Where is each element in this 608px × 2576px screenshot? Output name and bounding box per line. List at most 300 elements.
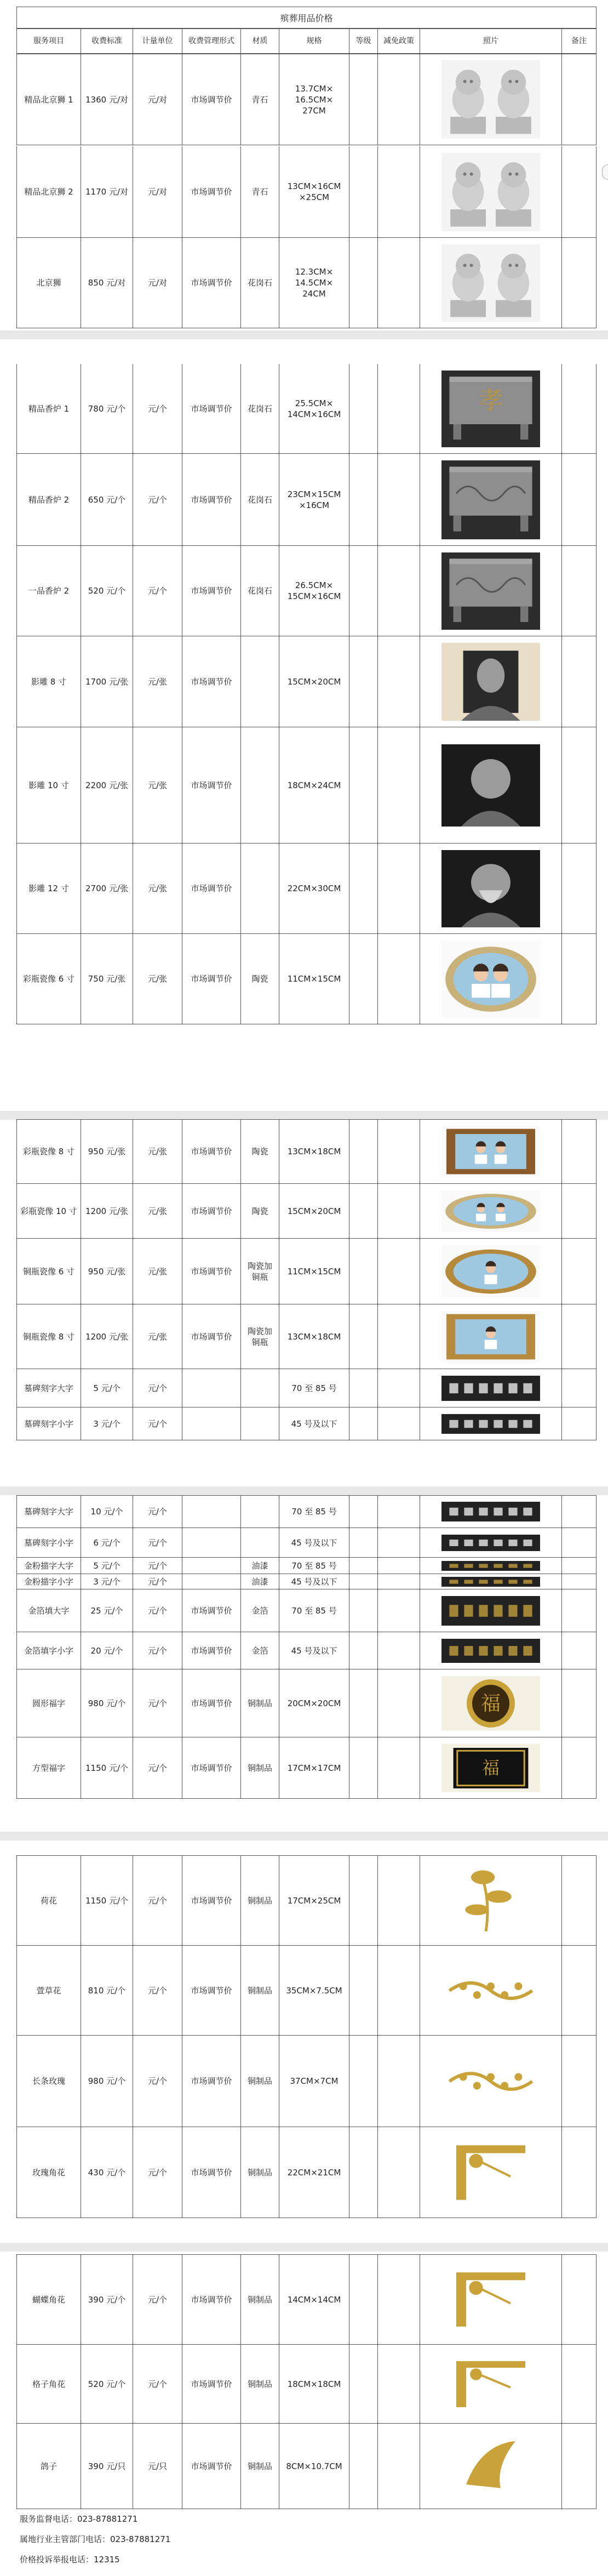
material: 陶瓷加 铜瓶 — [241, 1239, 279, 1304]
remark — [562, 1558, 596, 1574]
pricing-type: 市场调节价 — [182, 1304, 241, 1369]
grade — [349, 2345, 378, 2424]
specification: 20CM×20CM — [279, 1669, 349, 1737]
product-photo — [441, 1862, 540, 1939]
reduction-policy — [378, 1304, 420, 1369]
footer-complaint-phone: 价格投诉举报电话：12315 — [20, 2555, 120, 2564]
reduction-policy — [378, 2345, 420, 2424]
product-photo — [441, 2134, 540, 2212]
pricing-type: 市场调节价 — [182, 1632, 241, 1669]
photo-cell — [420, 727, 562, 844]
pricing-type: 市场调节价 — [182, 934, 241, 1024]
unit: 元/个 — [133, 1495, 182, 1528]
material — [241, 1407, 279, 1440]
photo-cell — [420, 1574, 562, 1589]
item-name: 墓碑刻字小字 — [16, 1407, 81, 1440]
product-photo — [441, 1245, 540, 1298]
specification: 8CM×10.7CM — [279, 2424, 349, 2509]
photo-cell — [420, 1558, 562, 1574]
reduction-policy — [378, 238, 420, 328]
specification: 35CM×7.5CM — [279, 1946, 349, 2036]
grade — [349, 1119, 378, 1184]
unit: 元/个 — [133, 1632, 182, 1669]
page-break — [0, 1111, 608, 1120]
item-name: 玫瑰角花 — [16, 2127, 81, 2218]
material — [241, 1495, 279, 1528]
item-name: 萱草花 — [16, 1946, 81, 2036]
price: 6 元/个 — [81, 1528, 133, 1558]
specification: 13CM×16CM ×25CM — [279, 146, 349, 238]
price: 5 元/个 — [81, 1558, 133, 1574]
product-photo — [441, 244, 540, 322]
grade — [349, 1855, 378, 1946]
reduction-policy — [378, 1737, 420, 1799]
photo-cell — [420, 238, 562, 328]
pricing-type: 市场调节价 — [182, 636, 241, 727]
price: 750 元/张 — [81, 934, 133, 1024]
material: 金箔 — [241, 1632, 279, 1669]
product-photo — [441, 60, 540, 139]
product-photo — [441, 1190, 540, 1232]
item-name: 彩瓶瓷像 6 寸 — [16, 934, 81, 1024]
photo-cell — [420, 1495, 562, 1528]
unit: 元/个 — [133, 2036, 182, 2127]
reduction-policy — [378, 934, 420, 1024]
unit: 元/张 — [133, 844, 182, 934]
reduction-policy — [378, 1119, 420, 1184]
unit: 元/张 — [133, 727, 182, 844]
specification: 45 号及以下 — [279, 1407, 349, 1440]
grade — [349, 1304, 378, 1369]
item-name: 一品香炉 2 — [16, 546, 81, 636]
price: 780 元/个 — [81, 364, 133, 454]
item-name: 墓碑刻字大字 — [16, 1369, 81, 1407]
svg-text:福: 福 — [482, 1758, 500, 1779]
header-cell: 服务项目 — [16, 29, 81, 54]
reduction-policy — [378, 1589, 420, 1632]
pricing-type: 市场调节价 — [182, 238, 241, 328]
footer-authority-phone: 属地行业主管部门电话：023-87881271 — [20, 2534, 171, 2544]
material: 陶瓷 — [241, 934, 279, 1024]
material — [241, 636, 279, 727]
price: 20 元/个 — [81, 1632, 133, 1669]
item-name: 鸽子 — [16, 2424, 81, 2509]
material: 陶瓷加 铜瓶 — [241, 1304, 279, 1369]
photo-cell — [420, 1369, 562, 1407]
material: 铜制品 — [241, 1946, 279, 2036]
grade — [349, 1369, 378, 1407]
item-name: 精品北京狮 1 — [16, 54, 81, 145]
unit: 元/对 — [133, 146, 182, 238]
unit: 元/个 — [133, 1558, 182, 1574]
item-name: 影雕 12 寸 — [16, 844, 81, 934]
remark — [562, 146, 596, 238]
pricing-type: 市场调节价 — [182, 2345, 241, 2424]
unit: 元/个 — [133, 1669, 182, 1737]
remark — [562, 2036, 596, 2127]
material — [241, 1369, 279, 1407]
specification: 18CM×18CM — [279, 2345, 349, 2424]
product-photo — [441, 460, 540, 539]
remark — [562, 1495, 596, 1528]
item-name: 蝴蝶角花 — [16, 2254, 81, 2345]
grade — [349, 1528, 378, 1558]
grade — [349, 2424, 378, 2509]
unit: 元/个 — [133, 1589, 182, 1632]
material: 青石 — [241, 54, 279, 145]
reduction-policy — [378, 1407, 420, 1440]
reduction-policy — [378, 844, 420, 934]
item-name: 金箔填字小字 — [16, 1632, 81, 1669]
pricing-type: 市场调节价 — [182, 1855, 241, 1946]
material: 花岗石 — [241, 364, 279, 454]
product-photo — [441, 1126, 540, 1177]
remark — [562, 1946, 596, 2036]
grade — [349, 934, 378, 1024]
photo-cell — [420, 1239, 562, 1304]
remark — [562, 546, 596, 636]
item-name: 影雕 10 寸 — [16, 727, 81, 844]
reduction-policy — [378, 1558, 420, 1574]
product-photo — [441, 2351, 540, 2417]
remark — [562, 1304, 596, 1369]
grade — [349, 2254, 378, 2345]
header-cell: 等级 — [349, 29, 378, 54]
header-cell: 计量单位 — [133, 29, 182, 54]
unit: 元/个 — [133, 1574, 182, 1589]
photo-cell — [420, 2254, 562, 2345]
remark — [562, 1589, 596, 1632]
product-photo — [441, 850, 540, 927]
reduction-policy — [378, 1946, 420, 2036]
material: 青石 — [241, 146, 279, 238]
item-name: 金粉描字大字 — [16, 1558, 81, 1574]
material: 花岗石 — [241, 454, 279, 546]
svg-text:福: 福 — [480, 1692, 501, 1715]
unit: 元/对 — [133, 238, 182, 328]
price: 950 元/张 — [81, 1239, 133, 1304]
pricing-type: 市场调节价 — [182, 146, 241, 238]
product-photo — [441, 1596, 540, 1626]
pricing-type: 市场调节价 — [182, 54, 241, 145]
pricing-type: 市场调节价 — [182, 2424, 241, 2509]
material: 铜制品 — [241, 2036, 279, 2127]
price: 3 元/个 — [81, 1574, 133, 1589]
pricing-type — [182, 1407, 241, 1440]
unit: 元/个 — [133, 2254, 182, 2345]
header-cell: 规格 — [279, 29, 349, 54]
specification: 15CM×20CM — [279, 1184, 349, 1239]
grade — [349, 1669, 378, 1737]
material — [241, 727, 279, 844]
pricing-type: 市场调节价 — [182, 1737, 241, 1799]
grade — [349, 1184, 378, 1239]
grade — [349, 1407, 378, 1440]
product-photo — [441, 371, 540, 447]
specification: 13.7CM× 16.5CM× 27CM — [279, 54, 349, 145]
specification: 26.5CM× 15CM×16CM — [279, 546, 349, 636]
specification: 17CM×25CM — [279, 1855, 349, 1946]
header-cell: 材质 — [241, 29, 279, 54]
unit: 元/个 — [133, 1407, 182, 1440]
price: 810 元/个 — [81, 1946, 133, 2036]
remark — [562, 1407, 596, 1440]
pricing-type: 市场调节价 — [182, 1589, 241, 1632]
price: 390 元/只 — [81, 2424, 133, 2509]
item-name: 彩瓶瓷像 10 寸 — [16, 1184, 81, 1239]
pricing-type: 市场调节价 — [182, 1946, 241, 2036]
unit: 元/张 — [133, 636, 182, 727]
unit: 元/个 — [133, 454, 182, 546]
photo-cell — [420, 1528, 562, 1558]
reduction-policy — [378, 1495, 420, 1528]
price: 3 元/个 — [81, 1407, 133, 1440]
reduction-policy — [378, 1632, 420, 1669]
material: 铜制品 — [241, 2345, 279, 2424]
product-photo — [441, 941, 540, 1018]
price: 1150 元/个 — [81, 1855, 133, 1946]
reduction-policy — [378, 727, 420, 844]
material: 铜制品 — [241, 2127, 279, 2218]
remark — [562, 238, 596, 328]
material — [241, 844, 279, 934]
specification: 70 至 85 号 — [279, 1589, 349, 1632]
specification: 15CM×20CM — [279, 636, 349, 727]
remark — [562, 1369, 596, 1407]
grade — [349, 1589, 378, 1632]
photo-cell — [420, 1737, 562, 1799]
grade — [349, 636, 378, 727]
unit: 元/个 — [133, 1528, 182, 1558]
product-photo — [441, 552, 540, 630]
grade — [349, 454, 378, 546]
material — [241, 1528, 279, 1558]
unit: 元/张 — [133, 1184, 182, 1239]
grade — [349, 546, 378, 636]
photo-cell — [420, 454, 562, 546]
item-name: 荷花 — [16, 1855, 81, 1946]
pricing-type — [182, 1495, 241, 1528]
remark — [562, 2424, 596, 2509]
item-name: 铜瓶瓷像 8 寸 — [16, 1304, 81, 1369]
reduction-policy — [378, 2127, 420, 2218]
price: 980 元/个 — [81, 2036, 133, 2127]
grade — [349, 364, 378, 454]
remark — [562, 454, 596, 546]
unit: 元/张 — [133, 1119, 182, 1184]
item-name: 彩瓶瓷像 8 寸 — [16, 1119, 81, 1184]
page-break — [0, 330, 608, 339]
specification: 23CM×15CM ×16CM — [279, 454, 349, 546]
table-title: 殡葬用品价格 — [16, 7, 596, 29]
unit: 元/个 — [133, 1855, 182, 1946]
unit: 元/张 — [133, 1239, 182, 1304]
remark — [562, 1239, 596, 1304]
product-photo — [441, 1376, 540, 1401]
pricing-type — [182, 1558, 241, 1574]
specification: 11CM×15CM — [279, 934, 349, 1024]
remark — [562, 1632, 596, 1669]
unit: 元/只 — [133, 2424, 182, 2509]
specification: 45 号及以下 — [279, 1632, 349, 1669]
specification: 12.3CM× 14.5CM× 24CM — [279, 238, 349, 328]
header-cell: 收费管理形式 — [182, 29, 241, 54]
remark — [562, 2127, 596, 2218]
remark — [562, 1855, 596, 1946]
reduction-policy — [378, 1239, 420, 1304]
price: 2200 元/张 — [81, 727, 133, 844]
remark — [562, 934, 596, 1024]
pricing-type — [182, 1528, 241, 1558]
reduction-policy — [378, 364, 420, 454]
unit: 元/对 — [133, 54, 182, 145]
photo-cell — [420, 1184, 562, 1239]
photo-cell — [420, 1855, 562, 1946]
remark — [562, 1737, 596, 1799]
product-photo — [441, 744, 540, 827]
product-photo — [441, 1561, 540, 1571]
photo-cell — [420, 364, 562, 454]
photo-cell — [420, 844, 562, 934]
reduction-policy — [378, 2036, 420, 2127]
item-name: 金粉描字小字 — [16, 1574, 81, 1589]
item-name: 圆形福字 — [16, 1669, 81, 1737]
specification: 18CM×24CM — [279, 727, 349, 844]
header-cell: 照片 — [420, 29, 562, 54]
material: 铜制品 — [241, 1669, 279, 1737]
product-photo — [441, 1639, 540, 1663]
item-name: 北京狮 — [16, 238, 81, 328]
product-photo — [441, 2261, 540, 2338]
pricing-type: 市场调节价 — [182, 1184, 241, 1239]
grade — [349, 844, 378, 934]
price: 1200 元/张 — [81, 1304, 133, 1369]
photo-cell — [420, 2127, 562, 2218]
scroll-tab[interactable] — [602, 164, 608, 180]
reduction-policy — [378, 1574, 420, 1589]
material: 陶瓷 — [241, 1184, 279, 1239]
pricing-type: 市场调节价 — [182, 727, 241, 844]
specification: 37CM×7CM — [279, 2036, 349, 2127]
photo-cell — [420, 2036, 562, 2127]
page-break — [0, 2243, 608, 2252]
specification: 70 至 85 号 — [279, 1558, 349, 1574]
grade — [349, 1239, 378, 1304]
reduction-policy — [378, 1184, 420, 1239]
reduction-policy — [378, 1369, 420, 1407]
specification: 13CM×18CM — [279, 1119, 349, 1184]
item-name: 方型福字 — [16, 1737, 81, 1799]
price: 25 元/个 — [81, 1589, 133, 1632]
price: 520 元/个 — [81, 546, 133, 636]
specification: 11CM×15CM — [279, 1239, 349, 1304]
grade — [349, 1558, 378, 1574]
price: 850 元/对 — [81, 238, 133, 328]
product-photo — [441, 1311, 540, 1363]
pricing-type: 市场调节价 — [182, 1669, 241, 1737]
product-photo — [441, 1535, 540, 1551]
pricing-type: 市场调节价 — [182, 2036, 241, 2127]
grade — [349, 1574, 378, 1589]
remark — [562, 1119, 596, 1184]
grade — [349, 238, 378, 328]
grade — [349, 146, 378, 238]
grade — [349, 1946, 378, 2036]
photo-cell — [420, 2345, 562, 2424]
photo-cell — [420, 636, 562, 727]
unit: 元/个 — [133, 1737, 182, 1799]
price: 980 元/个 — [81, 1669, 133, 1737]
remark — [562, 2254, 596, 2345]
photo-cell — [420, 2424, 562, 2509]
unit: 元/个 — [133, 364, 182, 454]
remark — [562, 364, 596, 454]
material: 油漆 — [241, 1574, 279, 1589]
item-name: 金箔填大字 — [16, 1589, 81, 1632]
photo-cell — [420, 1632, 562, 1669]
remark — [562, 1574, 596, 1589]
header-cell: 收费标准 — [81, 29, 133, 54]
specification: 22CM×21CM — [279, 2127, 349, 2218]
photo-cell — [420, 1304, 562, 1369]
reduction-policy — [378, 2254, 420, 2345]
specification: 45 号及以下 — [279, 1528, 349, 1558]
reduction-policy — [378, 454, 420, 546]
reduction-policy — [378, 1669, 420, 1737]
price: 520 元/个 — [81, 2345, 133, 2424]
price: 1200 元/张 — [81, 1184, 133, 1239]
grade — [349, 1737, 378, 1799]
remark — [562, 1528, 596, 1558]
remark — [562, 1184, 596, 1239]
grade — [349, 54, 378, 145]
reduction-policy — [378, 636, 420, 727]
item-name: 精品香炉 2 — [16, 454, 81, 546]
photo-cell — [420, 54, 562, 145]
pricing-type: 市场调节价 — [182, 2254, 241, 2345]
material: 铜制品 — [241, 1855, 279, 1946]
specification: 14CM×14CM — [279, 2254, 349, 2345]
price: 2700 元/张 — [81, 844, 133, 934]
remark — [562, 2345, 596, 2424]
specification: 22CM×30CM — [279, 844, 349, 934]
photo-cell — [420, 1669, 562, 1737]
material: 铜制品 — [241, 2424, 279, 2509]
material: 油漆 — [241, 1558, 279, 1574]
remark — [562, 54, 596, 145]
pricing-type: 市场调节价 — [182, 1239, 241, 1304]
pricing-type: 市场调节价 — [182, 1119, 241, 1184]
reduction-policy — [378, 1528, 420, 1558]
product-photo — [441, 1577, 540, 1587]
product-photo — [441, 1744, 540, 1792]
pricing-type — [182, 1369, 241, 1407]
specification: 70 至 85 号 — [279, 1369, 349, 1407]
unit: 元/个 — [133, 546, 182, 636]
material: 铜制品 — [241, 1737, 279, 1799]
header-cell: 减免政策 — [378, 29, 420, 54]
reduction-policy — [378, 2424, 420, 2509]
item-name: 精品北京狮 2 — [16, 146, 81, 238]
grade — [349, 2127, 378, 2218]
pricing-type: 市场调节价 — [182, 454, 241, 546]
remark — [562, 636, 596, 727]
photo-cell — [420, 1946, 562, 2036]
pricing-type — [182, 1574, 241, 1589]
photo-cell — [420, 146, 562, 238]
product-photo — [441, 1676, 540, 1731]
unit: 元/个 — [133, 1369, 182, 1407]
